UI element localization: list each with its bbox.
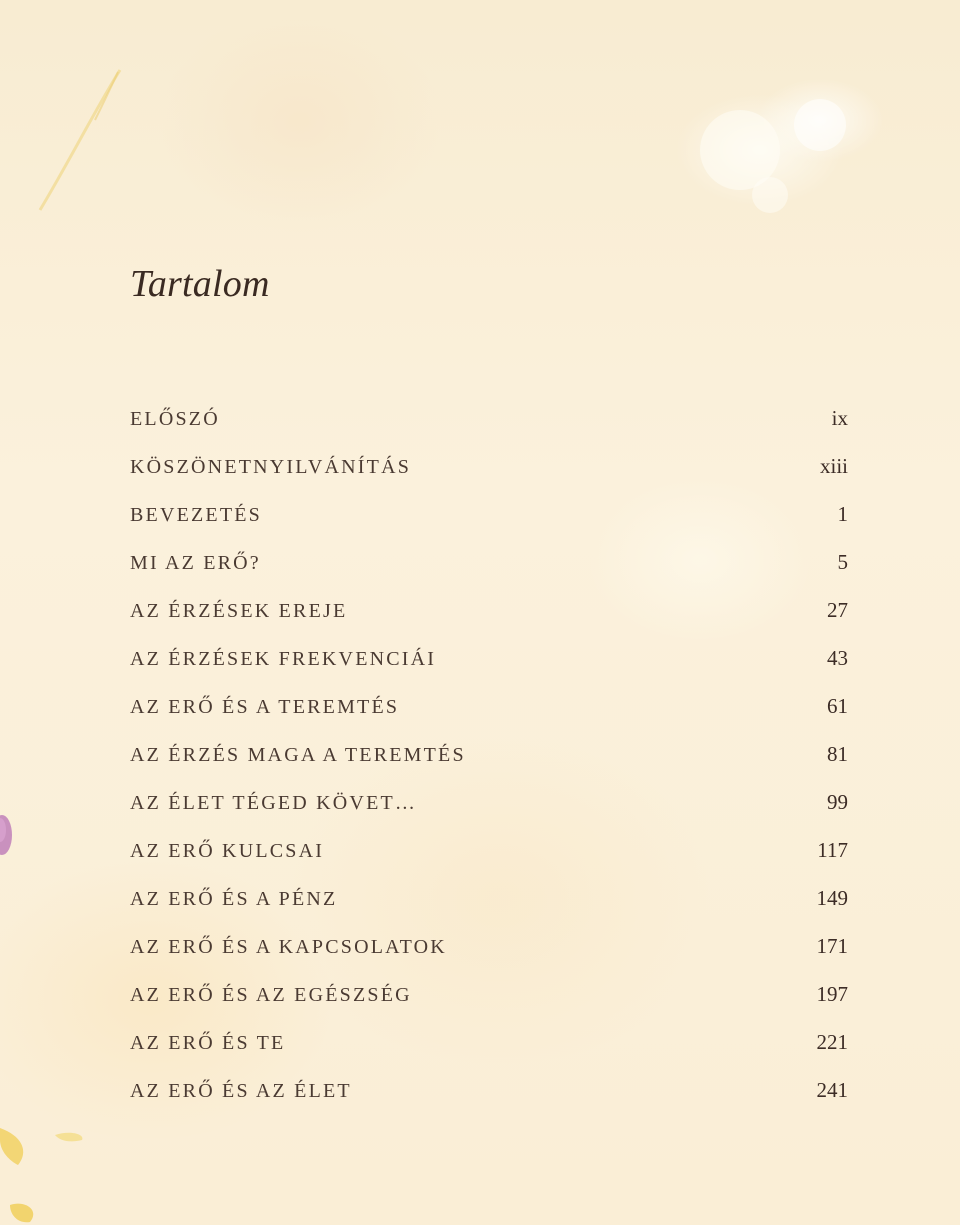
toc-entry-title: AZ ERŐ ÉS AZ ÉLET bbox=[130, 1080, 352, 1102]
toc-entry-title: KÖSZÖNETNYILVÁNÍTÁS bbox=[130, 456, 412, 478]
toc-entry bbox=[130, 502, 848, 550]
toc-entry-title: ELŐSZÓ bbox=[130, 408, 220, 430]
toc-entry bbox=[130, 742, 848, 790]
toc-entry bbox=[130, 886, 848, 934]
toc-entry bbox=[130, 982, 848, 1030]
toc-entry-title: AZ ÉRZÉSEK EREJE bbox=[130, 600, 348, 622]
page-title: Tartalom bbox=[130, 263, 270, 305]
toc-entry bbox=[130, 646, 848, 694]
toc-entry bbox=[130, 934, 848, 982]
toc-entry bbox=[130, 1078, 848, 1126]
toc-entry-title: AZ ERŐ ÉS A KAPCSOLATOK bbox=[130, 936, 447, 958]
toc-entry-title: AZ ERŐ ÉS A PÉNZ bbox=[130, 888, 338, 910]
toc-entry-page: 221 bbox=[816, 1030, 848, 1054]
toc-entry-title: AZ ÉRZÉSEK FREKVENCIÁI bbox=[130, 648, 437, 670]
toc-entry-page: 61 bbox=[827, 694, 848, 718]
toc-entry bbox=[130, 454, 848, 502]
toc-entry-title: MI AZ ERŐ? bbox=[130, 552, 261, 574]
toc-entry bbox=[130, 694, 848, 742]
toc-entry-title: AZ ERŐ ÉS AZ EGÉSZSÉG bbox=[130, 984, 412, 1006]
toc-entry bbox=[130, 550, 848, 598]
toc-entry-page: xiii bbox=[819, 454, 848, 478]
toc-entry-page: ix bbox=[831, 406, 848, 430]
toc-entry bbox=[130, 838, 848, 886]
toc-entry-page: 197 bbox=[816, 982, 848, 1006]
toc-entry-page: 5 bbox=[837, 550, 848, 574]
toc-entry-page: 43 bbox=[827, 646, 848, 670]
toc-entry-page: 117 bbox=[817, 838, 848, 862]
toc-entry-title: AZ ERŐ KULCSAI bbox=[130, 840, 325, 862]
table-of-contents bbox=[130, 406, 848, 1126]
toc-entry bbox=[130, 406, 848, 454]
toc-entry-title: AZ ERŐ ÉS TE bbox=[130, 1032, 286, 1054]
toc-entry-page: 99 bbox=[827, 790, 848, 814]
toc-entry-page: 149 bbox=[816, 886, 848, 910]
toc-entry bbox=[130, 790, 848, 838]
toc-entry-title: BEVEZETÉS bbox=[130, 504, 263, 526]
toc-entry-page: 27 bbox=[827, 598, 848, 622]
toc-entry bbox=[130, 1030, 848, 1078]
toc-entry-title: AZ ÉLET TÉGED KÖVET… bbox=[130, 792, 418, 814]
toc-entry-page: 241 bbox=[816, 1078, 848, 1102]
toc-entry-page: 171 bbox=[816, 934, 848, 958]
toc-entry-page: 1 bbox=[837, 502, 848, 526]
toc-entry-page: 81 bbox=[827, 742, 848, 766]
toc-entry-title: AZ ÉRZÉS MAGA A TEREMTÉS bbox=[130, 744, 466, 766]
toc-entry bbox=[130, 598, 848, 646]
toc-entry-title: AZ ERŐ ÉS A TEREMTÉS bbox=[130, 696, 400, 718]
